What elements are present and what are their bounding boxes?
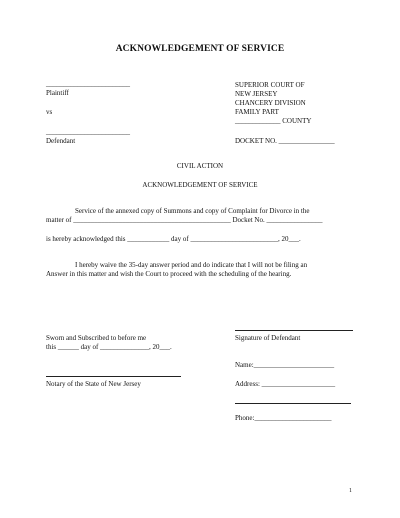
- document-title: ACKNOWLEDGEMENT OF SERVICE: [115, 44, 285, 54]
- court-line-3: CHANCERY DIVISION: [235, 99, 306, 107]
- court-line-2: NEW JERSEY: [235, 90, 278, 98]
- defendant-signature-label: Signature of Defendant: [235, 334, 301, 342]
- plaintiff-label: Plaintiff: [46, 89, 69, 97]
- defendant-phone-field: Phone:______________________: [235, 414, 332, 422]
- civil-action-heading: CIVIL ACTION: [176, 162, 224, 170]
- notary-label: Notary of the State of New Jersey: [46, 380, 141, 388]
- acknowledgement-subtitle: ACKNOWLEDGEMENT OF SERVICE: [142, 181, 258, 189]
- defendant-label: Defendant: [46, 137, 76, 145]
- waiver-text-line-2: Answer in this matter and wish the Court to proceed with the scheduling of the hearing.: [46, 270, 292, 278]
- court-line-4: FAMILY PART: [235, 108, 279, 116]
- acknowledged-date-line: is hereby acknowledged this ____________ day of _________________________, 20___.: [46, 235, 301, 243]
- county-line: _____________ COUNTY: [235, 117, 312, 125]
- defendant-name-blank: ________________________: [46, 128, 130, 136]
- notary-signature-line: [46, 376, 181, 377]
- defendant-signature-line: [235, 330, 353, 331]
- defendant-address-field: Address: _____________________: [235, 380, 336, 388]
- defendant-name-field: Name:_______________________: [235, 361, 335, 369]
- court-line-1: SUPERIOR COURT OF: [235, 81, 305, 89]
- waiver-text-line-1: I hereby waive the 35-day answer period and do indicate that I will not be filing an: [75, 261, 308, 269]
- docket-number: DOCKET NO. ________________: [235, 137, 335, 145]
- service-text-line-2: matter of _____________________________________________ Docket No. ________________: [46, 216, 323, 224]
- address-second-line: [235, 403, 351, 404]
- sworn-text-line-1: Sworn and Subscribed to before me: [46, 334, 147, 342]
- service-text-line-1: Service of the annexed copy of Summons and copy of Complaint for Divorce in the: [75, 207, 310, 215]
- plaintiff-name-blank: ________________________: [46, 80, 130, 88]
- versus-label: vs: [46, 108, 53, 116]
- sworn-text-line-2: this ______ day of ______________, 20___.: [46, 343, 172, 351]
- page-number: 1: [349, 488, 352, 494]
